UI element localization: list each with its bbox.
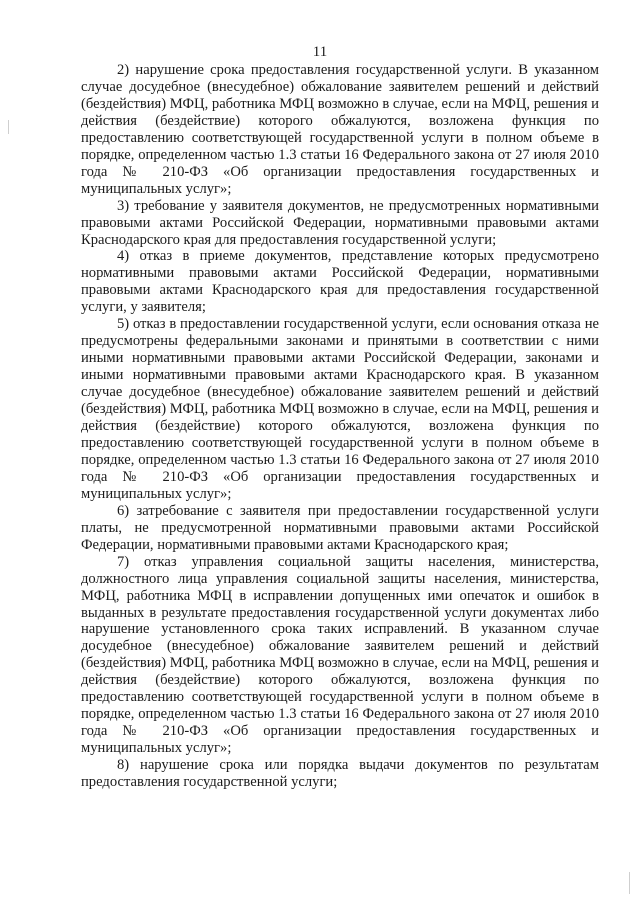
paragraph-item-5: 5) отказ в предоставлении государственной услуги, если основания отказа не предусмотрены федеральными законами и принятыми в соответствии с ними иными нормативными правовыми актами Российской Федерации, законами и иными нормативными правовыми актами Краснодарского края. В указанном случае досудебное (внесудебное) обжалование заявителем решений и действий (бездействия) МФЦ, работника МФЦ возможно в случае, если на МФЦ, решения и действия (бездействие) которого обжалуются, возложена функция по предоставлению соответствующей государственной услуги в полном объеме в порядке, определенном частью 1.3 статьи 16 Федерального закона от 27 июля 2010 года № 210-ФЗ «Об организации предоставления государственных и муниципальных услуг»;: [81, 316, 599, 502]
scan-edge-mark-right: [629, 872, 630, 894]
paragraph-item-3: 3) требование у заявителя документов, не предусмотренных нормативными правовыми актами Российской Федерации, нормативными правовыми актами Краснодарского края для предоставления государственной услуги;: [81, 197, 599, 248]
paragraph-item-8: 8) нарушение срока или порядка выдачи документов по результатам предоставления государственной услуги;: [81, 757, 599, 791]
paragraph-item-4: 4) отказ в приеме документов, представление которых предусмотрено нормативными правовыми актами Российской Федерации, нормативными правовыми актами Краснодарского края для предоставления государственной услуги, у заявителя;: [81, 248, 599, 316]
body-text: [81, 62, 599, 791]
scan-edge-mark-left: [8, 120, 9, 134]
paragraph-item-2: 2) нарушение срока предоставления государственной услуги. В указанном случае досудебное (внесудебное) обжалование заявителем решений и действий (бездействия) МФЦ, работника МФЦ возможно в случае, если на МФЦ, решения и действия (бездействие) которого обжалуются, возложена функция по предоставлению соответствующей государственной услуги в полном объеме в порядке, определенном частью 1.3 статьи 16 Федерального закона от 27 июля 2010 года № 210-ФЗ «Об организации предоставления государственных и муниципальных услуг»;: [81, 62, 599, 197]
paragraph-item-6: 6) затребование с заявителя при предоставлении государственной услуги платы, не предусмотренной нормативными правовыми актами Российской Федерации, нормативными правовыми актами Краснодарского края;: [81, 502, 599, 553]
page-number: 11: [312, 44, 328, 60]
paragraph-item-7: 7) отказ управления социальной защиты населения, министерства, должностного лица управления социальной защиты населения, министерства, МФЦ, работника МФЦ в исправлении допущенных ими опечаток и ошибок в выданных в результате предоставления государственной услуги документах либо нарушение установленного срока таких исправлений. В указанном случае досудебное (внесудебное) обжалование заявителем решений и действий (бездействия) МФЦ, работника МФЦ возможно в случае, если на МФЦ, решения и действия (бездействие) которого обжалуются, возложена функция по предоставлению соответствующей государственной услуги в полном объеме в порядке, определенном частью 1.3 статьи 16 Федерального закона от 27 июля 2010 года № 210-ФЗ «Об организации предоставления государственных и муниципальных услуг»;: [81, 553, 599, 757]
